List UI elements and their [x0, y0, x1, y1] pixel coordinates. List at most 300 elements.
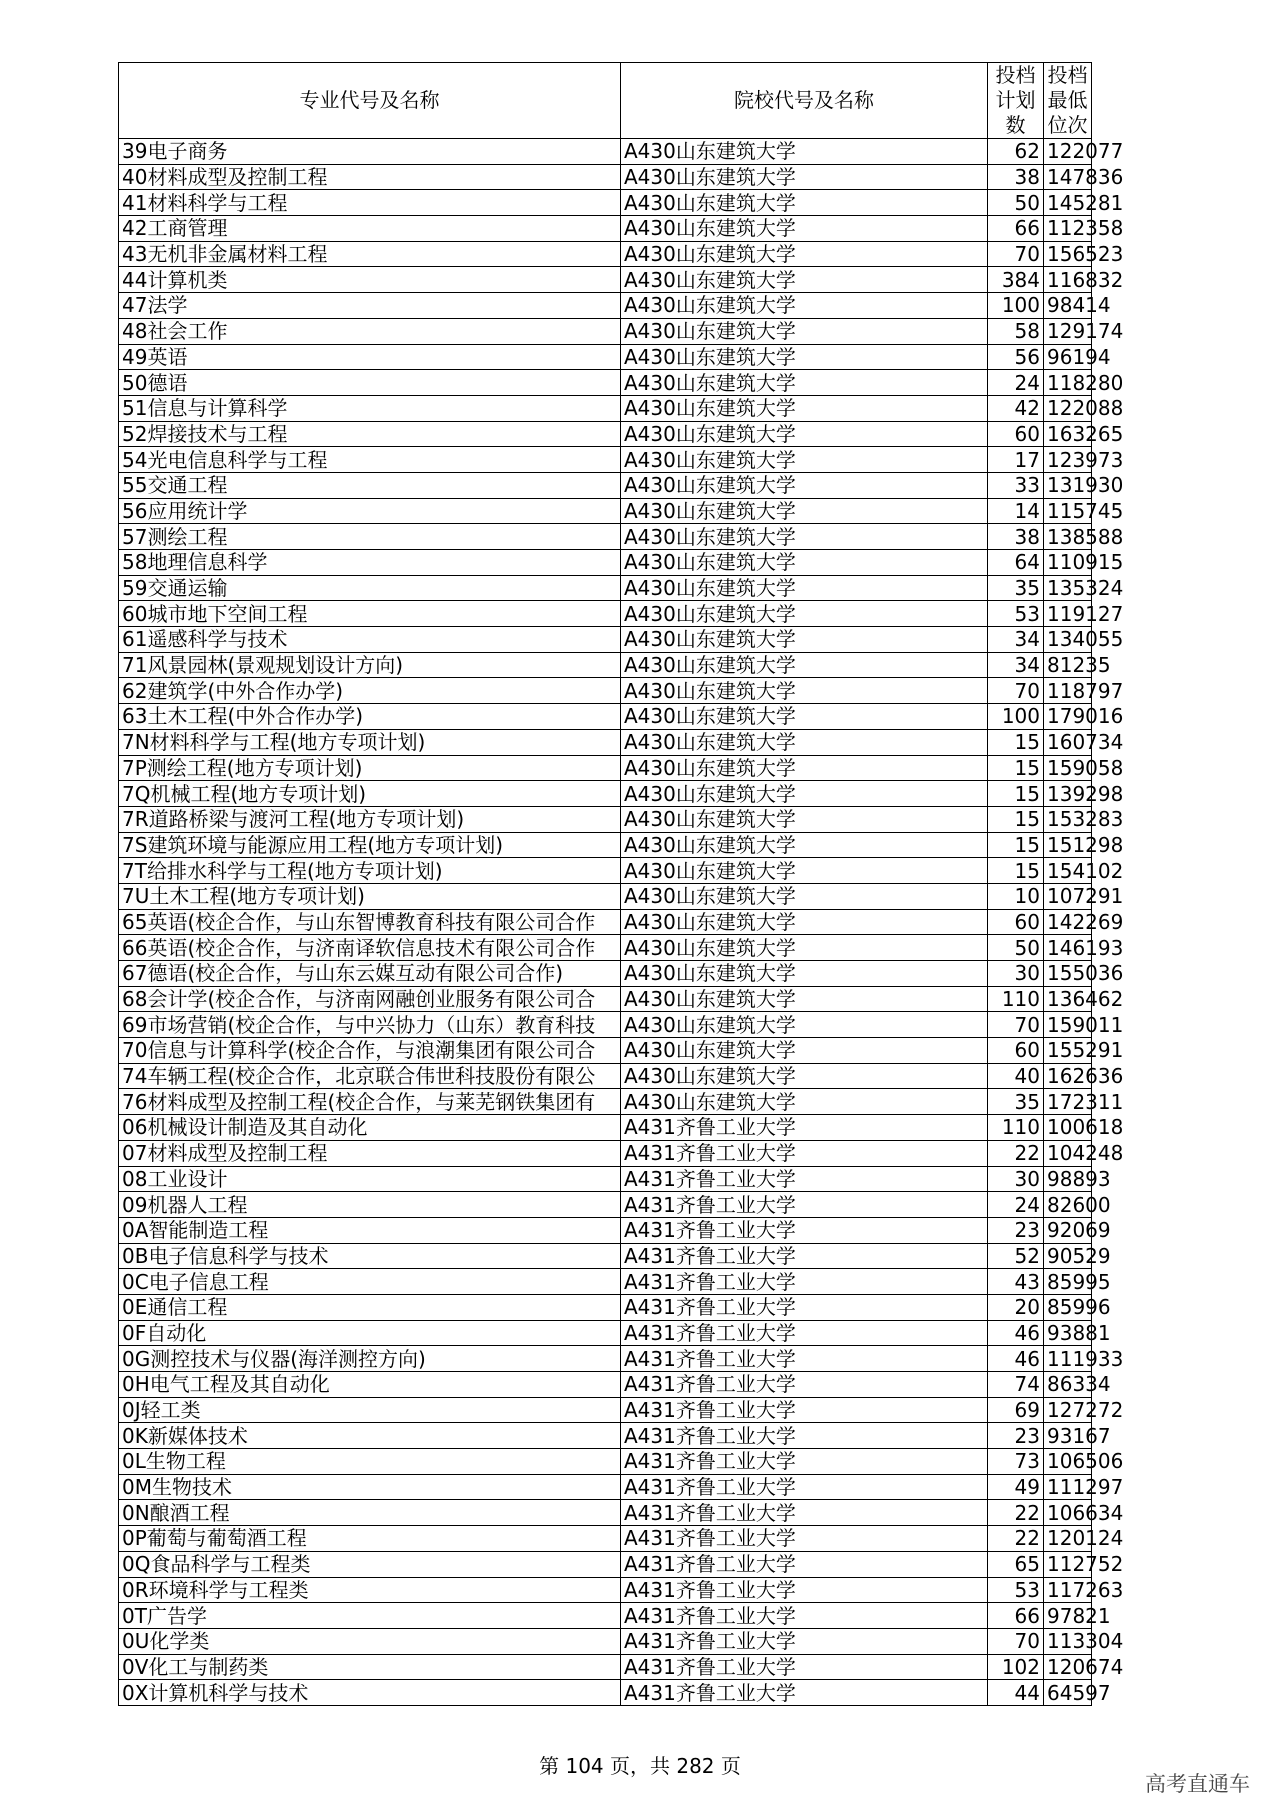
cell-major: 67德语(校企合作，与山东云媒互动有限公司合作)	[119, 961, 621, 987]
cell-rank: 93881	[1044, 1320, 1092, 1346]
cell-plan: 44	[988, 1680, 1044, 1706]
cell-rank: 98414	[1044, 293, 1092, 319]
table-row	[119, 1269, 1092, 1295]
table-row	[119, 1397, 1092, 1423]
table-row	[119, 678, 1092, 704]
cell-rank: 81235	[1044, 652, 1092, 678]
cell-major: 68会计学(校企合作，与济南网融创业服务有限公司合	[119, 986, 621, 1012]
cell-major: 0T广告学	[119, 1603, 621, 1629]
cell-plan: 22	[988, 1526, 1044, 1552]
cell-rank: 113304	[1044, 1628, 1092, 1654]
cell-rank: 162636	[1044, 1063, 1092, 1089]
table-row	[119, 1372, 1092, 1398]
cell-major: 56应用统计学	[119, 498, 621, 524]
cell-school: A430山东建筑大学	[621, 1063, 988, 1089]
table-body	[119, 139, 1124, 1706]
cell-plan: 100	[988, 704, 1044, 730]
table-row	[119, 318, 1092, 344]
cell-school: A430山东建筑大学	[621, 961, 988, 987]
cell-school: A431齐鲁工业大学	[621, 1654, 988, 1680]
cell-rank: 111297	[1044, 1474, 1092, 1500]
cell-school: A431齐鲁工业大学	[621, 1217, 988, 1243]
cell-major: 0L生物工程	[119, 1449, 621, 1475]
table-row	[119, 1474, 1092, 1500]
cell-plan: 42	[988, 395, 1044, 421]
cell-major: 70信息与计算科学(校企合作，与浪潮集团有限公司合	[119, 1038, 621, 1064]
cell-major: 7S建筑环境与能源应用工程(地方专项计划)	[119, 832, 621, 858]
cell-rank: 116832	[1044, 267, 1092, 293]
watermark: 高考直通车	[1145, 1772, 1250, 1796]
cell-major: 43无机非金属材料工程	[119, 241, 621, 267]
cell-school: A431齐鲁工业大学	[621, 1166, 988, 1192]
cell-school: A430山东建筑大学	[621, 1012, 988, 1038]
cell-rank: 82600	[1044, 1192, 1092, 1218]
cell-plan: 53	[988, 1577, 1044, 1603]
cell-rank: 86334	[1044, 1372, 1092, 1398]
cell-school: A431齐鲁工业大学	[621, 1294, 988, 1320]
cell-major: 06机械设计制造及其自动化	[119, 1115, 621, 1141]
cell-major: 0J轻工类	[119, 1397, 621, 1423]
cell-rank: 112752	[1044, 1551, 1092, 1577]
cell-plan: 66	[988, 1603, 1044, 1629]
cell-major: 69市场营销(校企合作，与中兴协力（山东）教育科技	[119, 1012, 621, 1038]
cell-school: A430山东建筑大学	[621, 318, 988, 344]
cell-plan: 60	[988, 909, 1044, 935]
cell-plan: 35	[988, 1089, 1044, 1115]
cell-school: A430山东建筑大学	[621, 755, 988, 781]
cell-rank: 112358	[1044, 216, 1092, 242]
cell-major: 0R环境科学与工程类	[119, 1577, 621, 1603]
cell-school: A430山东建筑大学	[621, 447, 988, 473]
page-footer: 第 104 页，共 282 页	[539, 1754, 741, 1778]
table-row	[119, 652, 1092, 678]
cell-rank: 155036	[1044, 961, 1092, 987]
table-row	[119, 472, 1092, 498]
cell-major: 47法学	[119, 293, 621, 319]
cell-major: 0E通信工程	[119, 1294, 621, 1320]
cell-major: 41材料科学与工程	[119, 190, 621, 216]
cell-plan: 110	[988, 986, 1044, 1012]
cell-plan: 30	[988, 1166, 1044, 1192]
cell-school: A430山东建筑大学	[621, 395, 988, 421]
cell-plan: 30	[988, 961, 1044, 987]
cell-plan: 70	[988, 678, 1044, 704]
cell-major: 0P葡萄与葡萄酒工程	[119, 1526, 621, 1552]
table-row	[119, 1449, 1092, 1475]
cell-school: A430山东建筑大学	[621, 293, 988, 319]
cell-plan: 102	[988, 1654, 1044, 1680]
cell-major: 60城市地下空间工程	[119, 601, 621, 627]
cell-major: 7Q机械工程(地方专项计划)	[119, 781, 621, 807]
cell-plan: 23	[988, 1423, 1044, 1449]
cell-major: 08工业设计	[119, 1166, 621, 1192]
table-row	[119, 781, 1092, 807]
cell-plan: 15	[988, 806, 1044, 832]
cell-major: 40材料成型及控制工程	[119, 164, 621, 190]
cell-major: 0U化学类	[119, 1628, 621, 1654]
cell-plan: 53	[988, 601, 1044, 627]
cell-major: 7P测绘工程(地方专项计划)	[119, 755, 621, 781]
table-row	[119, 1192, 1092, 1218]
cell-major: 0N酿酒工程	[119, 1500, 621, 1526]
table-row	[119, 1243, 1092, 1269]
cell-school: A430山东建筑大学	[621, 909, 988, 935]
cell-plan: 73	[988, 1449, 1044, 1475]
cell-school: A431齐鲁工业大学	[621, 1628, 988, 1654]
cell-school: A430山东建筑大学	[621, 832, 988, 858]
table-row	[119, 421, 1092, 447]
cell-school: A431齐鲁工业大学	[621, 1346, 988, 1372]
cell-school: A431齐鲁工业大学	[621, 1192, 988, 1218]
table-row	[119, 1038, 1092, 1064]
cell-rank: 147836	[1044, 164, 1092, 190]
cell-plan: 15	[988, 832, 1044, 858]
cell-school: A430山东建筑大学	[621, 678, 988, 704]
cell-plan: 38	[988, 164, 1044, 190]
cell-rank: 155291	[1044, 1038, 1092, 1064]
cell-rank: 85995	[1044, 1269, 1092, 1295]
cell-rank: 154102	[1044, 858, 1092, 884]
cell-rank: 139298	[1044, 781, 1092, 807]
cell-school: A430山东建筑大学	[621, 729, 988, 755]
cell-school: A431齐鲁工业大学	[621, 1140, 988, 1166]
cell-plan: 34	[988, 627, 1044, 653]
cell-rank: 153283	[1044, 806, 1092, 832]
cell-major: 66英语(校企合作，与济南译软信息技术有限公司合作	[119, 935, 621, 961]
cell-rank: 146193	[1044, 935, 1092, 961]
cell-school: A430山东建筑大学	[621, 344, 988, 370]
table-row	[119, 729, 1092, 755]
cell-rank: 159058	[1044, 755, 1092, 781]
cell-school: A431齐鲁工业大学	[621, 1320, 988, 1346]
cell-rank: 92069	[1044, 1217, 1092, 1243]
cell-major: 0B电子信息科学与技术	[119, 1243, 621, 1269]
cell-school: A431齐鲁工业大学	[621, 1474, 988, 1500]
cell-rank: 172311	[1044, 1089, 1092, 1115]
cell-plan: 64	[988, 550, 1044, 576]
cell-school: A430山东建筑大学	[621, 190, 988, 216]
cell-major: 09机器人工程	[119, 1192, 621, 1218]
cell-plan: 110	[988, 1115, 1044, 1141]
table-row	[119, 883, 1092, 909]
cell-school: A430山东建筑大学	[621, 241, 988, 267]
cell-rank: 160734	[1044, 729, 1092, 755]
cell-plan: 56	[988, 344, 1044, 370]
table-row	[119, 293, 1092, 319]
table-row	[119, 1063, 1092, 1089]
table-row	[119, 1294, 1092, 1320]
cell-plan: 58	[988, 318, 1044, 344]
cell-rank: 93167	[1044, 1423, 1092, 1449]
cell-major: 74车辆工程(校企合作，北京联合伟世科技股份有限公	[119, 1063, 621, 1089]
table-row	[119, 190, 1092, 216]
table-row	[119, 627, 1092, 653]
cell-school: A431齐鲁工业大学	[621, 1397, 988, 1423]
table-row	[119, 1423, 1092, 1449]
table-row	[119, 1603, 1092, 1629]
cell-rank: 145281	[1044, 190, 1092, 216]
table-row	[119, 1680, 1092, 1706]
cell-school: A431齐鲁工业大学	[621, 1603, 988, 1629]
table-row	[119, 139, 1092, 165]
cell-school: A431齐鲁工业大学	[621, 1551, 988, 1577]
header-plan: 投档计划数	[988, 63, 1044, 139]
cell-major: 0G测控技术与仪器(海洋测控方向)	[119, 1346, 621, 1372]
cell-school: A430山东建筑大学	[621, 627, 988, 653]
table-row	[119, 1012, 1092, 1038]
cell-major: 57测绘工程	[119, 524, 621, 550]
cell-rank: 120674	[1044, 1654, 1092, 1680]
cell-plan: 40	[988, 1063, 1044, 1089]
cell-school: A430山东建筑大学	[621, 472, 988, 498]
cell-rank: 142269	[1044, 909, 1092, 935]
cell-school: A430山东建筑大学	[621, 524, 988, 550]
table-row	[119, 524, 1092, 550]
cell-rank: 100618	[1044, 1115, 1092, 1141]
cell-school: A430山东建筑大学	[621, 806, 988, 832]
cell-major: 50德语	[119, 370, 621, 396]
table-row	[119, 601, 1092, 627]
cell-school: A430山东建筑大学	[621, 781, 988, 807]
cell-plan: 74	[988, 1372, 1044, 1398]
table-row	[119, 1140, 1092, 1166]
cell-major: 58地理信息科学	[119, 550, 621, 576]
cell-school: A430山东建筑大学	[621, 858, 988, 884]
cell-major: 63土木工程(中外合作办学)	[119, 704, 621, 730]
cell-major: 42工商管理	[119, 216, 621, 242]
cell-school: A430山东建筑大学	[621, 575, 988, 601]
cell-rank: 151298	[1044, 832, 1092, 858]
table-row	[119, 832, 1092, 858]
table-row	[119, 1217, 1092, 1243]
cell-rank: 131930	[1044, 472, 1092, 498]
cell-plan: 15	[988, 729, 1044, 755]
cell-rank: 120124	[1044, 1526, 1092, 1552]
cell-plan: 100	[988, 293, 1044, 319]
cell-major: 7T给排水科学与工程(地方专项计划)	[119, 858, 621, 884]
cell-school: A430山东建筑大学	[621, 164, 988, 190]
cell-school: A430山东建筑大学	[621, 139, 988, 165]
cell-school: A431齐鲁工业大学	[621, 1115, 988, 1141]
cell-major: 0C电子信息工程	[119, 1269, 621, 1295]
cell-major: 71风景园林(景观规划设计方向)	[119, 652, 621, 678]
cell-plan: 70	[988, 1012, 1044, 1038]
header-rank: 投档最低位次	[1044, 63, 1092, 139]
cell-rank: 119127	[1044, 601, 1092, 627]
cell-plan: 43	[988, 1269, 1044, 1295]
cell-rank: 118280	[1044, 370, 1092, 396]
cell-rank: 97821	[1044, 1603, 1092, 1629]
cell-major: 76材料成型及控制工程(校企合作，与莱芜钢铁集团有	[119, 1089, 621, 1115]
table-row	[119, 755, 1092, 781]
cell-rank: 106506	[1044, 1449, 1092, 1475]
cell-plan: 50	[988, 190, 1044, 216]
table-row	[119, 1115, 1092, 1141]
table-row	[119, 1577, 1092, 1603]
cell-major: 65英语(校企合作，与山东智博教育科技有限公司合作	[119, 909, 621, 935]
table-row	[119, 1654, 1092, 1680]
cell-plan: 52	[988, 1243, 1044, 1269]
table-row	[119, 909, 1092, 935]
cell-plan: 65	[988, 1551, 1044, 1577]
table-row	[119, 344, 1092, 370]
table-row	[119, 1551, 1092, 1577]
cell-major: 07材料成型及控制工程	[119, 1140, 621, 1166]
cell-plan: 70	[988, 241, 1044, 267]
cell-plan: 22	[988, 1500, 1044, 1526]
table-row	[119, 858, 1092, 884]
cell-rank: 64597	[1044, 1680, 1092, 1706]
table-row	[119, 1628, 1092, 1654]
cell-major: 39电子商务	[119, 139, 621, 165]
table-row	[119, 575, 1092, 601]
table-row	[119, 370, 1092, 396]
cell-major: 0A智能制造工程	[119, 1217, 621, 1243]
cell-major: 0X计算机科学与技术	[119, 1680, 621, 1706]
cell-major: 0Q食品科学与工程类	[119, 1551, 621, 1577]
cell-plan: 23	[988, 1217, 1044, 1243]
cell-rank: 90529	[1044, 1243, 1092, 1269]
cell-school: A430山东建筑大学	[621, 1089, 988, 1115]
cell-plan: 22	[988, 1140, 1044, 1166]
cell-school: A430山东建筑大学	[621, 704, 988, 730]
cell-school: A430山东建筑大学	[621, 601, 988, 627]
cell-school: A430山东建筑大学	[621, 370, 988, 396]
cell-plan: 35	[988, 575, 1044, 601]
admission-table	[118, 62, 1124, 1706]
table-row	[119, 806, 1092, 832]
cell-plan: 49	[988, 1474, 1044, 1500]
cell-plan: 15	[988, 781, 1044, 807]
cell-rank: 118797	[1044, 678, 1092, 704]
cell-rank: 136462	[1044, 986, 1092, 1012]
cell-major: 7U土木工程(地方专项计划)	[119, 883, 621, 909]
table-row	[119, 447, 1092, 473]
table-row	[119, 241, 1092, 267]
cell-rank: 123973	[1044, 447, 1092, 473]
cell-rank: 104248	[1044, 1140, 1092, 1166]
table-row	[119, 935, 1092, 961]
cell-school: A431齐鲁工业大学	[621, 1526, 988, 1552]
cell-plan: 50	[988, 935, 1044, 961]
cell-rank: 117263	[1044, 1577, 1092, 1603]
table-row	[119, 267, 1092, 293]
table-row	[119, 498, 1092, 524]
cell-major: 0V化工与制药类	[119, 1654, 621, 1680]
table-row	[119, 1346, 1092, 1372]
cell-major: 49英语	[119, 344, 621, 370]
cell-major: 51信息与计算科学	[119, 395, 621, 421]
cell-major: 0M生物技术	[119, 1474, 621, 1500]
table-row	[119, 395, 1092, 421]
cell-plan: 10	[988, 883, 1044, 909]
cell-school: A430山东建筑大学	[621, 883, 988, 909]
cell-rank: 135324	[1044, 575, 1092, 601]
cell-plan: 66	[988, 216, 1044, 242]
table-header-row	[119, 63, 1092, 139]
table-row	[119, 1166, 1092, 1192]
cell-school: A430山东建筑大学	[621, 498, 988, 524]
cell-major: 7R道路桥梁与渡河工程(地方专项计划)	[119, 806, 621, 832]
cell-major: 62建筑学(中外合作办学)	[119, 678, 621, 704]
cell-school: A430山东建筑大学	[621, 986, 988, 1012]
cell-school: A430山东建筑大学	[621, 935, 988, 961]
cell-plan: 34	[988, 652, 1044, 678]
cell-plan: 60	[988, 1038, 1044, 1064]
cell-major: 59交通运输	[119, 575, 621, 601]
cell-school: A431齐鲁工业大学	[621, 1500, 988, 1526]
cell-plan: 14	[988, 498, 1044, 524]
cell-school: A431齐鲁工业大学	[621, 1449, 988, 1475]
cell-rank: 156523	[1044, 241, 1092, 267]
table-row	[119, 986, 1092, 1012]
cell-plan: 384	[988, 267, 1044, 293]
cell-school: A430山东建筑大学	[621, 652, 988, 678]
cell-plan: 17	[988, 447, 1044, 473]
cell-rank: 115745	[1044, 498, 1092, 524]
cell-plan: 62	[988, 139, 1044, 165]
cell-major: 7N材料科学与工程(地方专项计划)	[119, 729, 621, 755]
cell-major: 61遥感科学与技术	[119, 627, 621, 653]
cell-plan: 70	[988, 1628, 1044, 1654]
cell-school: A431齐鲁工业大学	[621, 1680, 988, 1706]
cell-plan: 15	[988, 858, 1044, 884]
cell-rank: 111933	[1044, 1346, 1092, 1372]
table-row	[119, 1500, 1092, 1526]
cell-plan: 38	[988, 524, 1044, 550]
cell-plan: 24	[988, 1192, 1044, 1218]
table-row	[119, 550, 1092, 576]
cell-rank: 110915	[1044, 550, 1092, 576]
table-row	[119, 1320, 1092, 1346]
cell-major: 54光电信息科学与工程	[119, 447, 621, 473]
cell-school: A430山东建筑大学	[621, 421, 988, 447]
cell-major: 48社会工作	[119, 318, 621, 344]
cell-plan: 15	[988, 755, 1044, 781]
header-major: 专业代号及名称	[119, 63, 621, 139]
cell-major: 44计算机类	[119, 267, 621, 293]
table-row	[119, 216, 1092, 242]
table-row	[119, 704, 1092, 730]
cell-rank: 134055	[1044, 627, 1092, 653]
cell-school: A431齐鲁工业大学	[621, 1243, 988, 1269]
cell-major: 0K新媒体技术	[119, 1423, 621, 1449]
cell-major: 0F自动化	[119, 1320, 621, 1346]
cell-plan: 46	[988, 1346, 1044, 1372]
cell-major: 55交通工程	[119, 472, 621, 498]
cell-plan: 24	[988, 370, 1044, 396]
cell-plan: 60	[988, 421, 1044, 447]
cell-plan: 20	[988, 1294, 1044, 1320]
cell-rank: 179016	[1044, 704, 1092, 730]
cell-rank: 122088	[1044, 395, 1092, 421]
cell-rank: 106634	[1044, 1500, 1092, 1526]
cell-school: A431齐鲁工业大学	[621, 1423, 988, 1449]
cell-plan: 33	[988, 472, 1044, 498]
cell-plan: 69	[988, 1397, 1044, 1423]
cell-school: A431齐鲁工业大学	[621, 1577, 988, 1603]
cell-rank: 96194	[1044, 344, 1092, 370]
cell-school: A431齐鲁工业大学	[621, 1269, 988, 1295]
table-row	[119, 164, 1092, 190]
cell-major: 0H电气工程及其自动化	[119, 1372, 621, 1398]
cell-rank: 127272	[1044, 1397, 1092, 1423]
cell-rank: 138588	[1044, 524, 1092, 550]
cell-school: A431齐鲁工业大学	[621, 1372, 988, 1398]
cell-rank: 122077	[1044, 139, 1092, 165]
cell-rank: 107291	[1044, 883, 1092, 909]
cell-school: A430山东建筑大学	[621, 216, 988, 242]
